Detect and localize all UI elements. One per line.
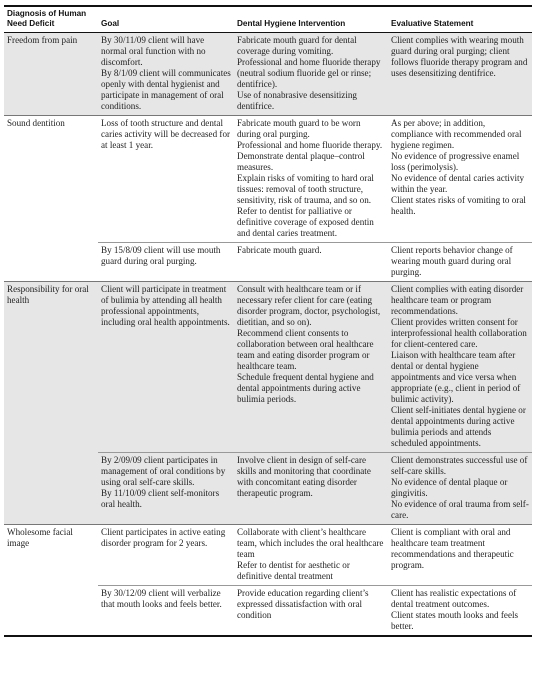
goal-line: By 2/09/09 client participates in management of oral conditions by using oral self-care skills.: [101, 455, 226, 487]
table-row: [4, 116, 532, 243]
table-row: [4, 525, 532, 586]
intervention-line: Fabricate mouth guard to be worn during oral purging.: [237, 118, 361, 139]
intervention-line: Consult with healthcare team or if necessary refer client for care (eating disorder program, doctor, psychologist, dietitian, and so on).: [237, 284, 381, 327]
evaluation-line: Client states mouth looks and feels better.: [391, 610, 519, 631]
goal-cell: [98, 453, 234, 525]
evaluation-line: Client provides written consent for interprofessional health collaboration for client-centered care.: [391, 317, 527, 349]
header-diagnosis: Diagnosis of Human Need Deficit: [7, 9, 87, 28]
diagnosis-cell: Responsibility for oral health: [7, 284, 89, 305]
evaluation-line: Client demonstrates successful use of self-care skills.: [391, 455, 528, 476]
intervention-line: Use of nonabrasive desensitizing dentifrice.: [237, 90, 357, 111]
intervention-line: Fabricate mouth guard for dental coverage during vomiting.: [237, 35, 357, 56]
intervention-cell: [234, 33, 388, 116]
intervention-line: Collaborate with client’s healthcare team, which includes the oral healthcare team: [237, 527, 384, 559]
table-row: [4, 33, 532, 116]
evaluation-line: No evidence of dental plaque or gingivitis.: [391, 477, 508, 498]
goal-line: Client participates in active eating disorder program for 2 years.: [101, 527, 226, 548]
intervention-cell: [234, 453, 388, 525]
intervention-line: Professional and home fluoride therapy.: [237, 140, 383, 150]
goal-cell: [98, 282, 234, 453]
evaluation-line: Client states risks of vomiting to oral health.: [391, 195, 526, 216]
diagnosis-cell: Freedom from pain: [7, 35, 78, 45]
intervention-cell: [234, 525, 388, 586]
intervention-line: Provide education regarding client’s expressed dissatisfaction with oral condition: [237, 588, 369, 620]
goal-cell: [98, 33, 234, 116]
intervention-line: Fabricate mouth guard.: [237, 245, 322, 255]
evaluation-line: Client is compliant with oral and healthcare team treatment recommendations and therapeutic program.: [391, 527, 514, 570]
header-evaluation: Evaluative Statement: [391, 19, 474, 28]
intervention-cell: [234, 243, 388, 282]
evaluation-cell: [388, 33, 532, 116]
evaluation-cell: [388, 282, 532, 453]
intervention-cell: [234, 586, 388, 637]
intervention-cell: [234, 282, 388, 453]
evaluation-line: Client reports behavior change of wearing mouth guard during oral purging.: [391, 245, 513, 277]
evaluation-line: No evidence of oral trauma from self-care.: [391, 499, 529, 520]
diagnosis-cell: Sound dentition: [7, 118, 65, 128]
care-plan-table: [4, 5, 532, 637]
goal-line: By 15/8/09 client will use mouth guard during oral purging.: [101, 245, 221, 266]
evaluation-line: No evidence of dental caries activity within the year.: [391, 173, 525, 194]
goal-line: By 30/12/09 client will verbalize that mouth looks and feels better.: [101, 588, 222, 609]
evaluation-line: As per above; in addition, compliance with recommended oral hygiene regimen.: [391, 118, 522, 150]
table-body: [4, 33, 532, 637]
goal-cell: [98, 525, 234, 586]
evaluation-line: Client complies with eating disorder healthcare team or program recommendations.: [391, 284, 524, 316]
goal-cell: [98, 586, 234, 637]
goal-cell: [98, 243, 234, 282]
goal-line: By 30/11/09 client will have normal oral function with no discomfort.: [101, 35, 206, 67]
evaluation-cell: [388, 453, 532, 525]
evaluation-line: Client complies with wearing mouth guard during oral purging; client follows fluoride therapy program and uses desensitizing dentifrice.: [391, 35, 528, 78]
goal-line: By 11/10/09 client self-monitors oral health.: [101, 488, 220, 509]
evaluation-cell: [388, 525, 532, 586]
evaluation-cell: [388, 116, 532, 243]
header-row: [4, 6, 532, 33]
evaluation-cell: [388, 243, 532, 282]
intervention-line: Refer to dentist for aesthetic or definitive dental treatment: [237, 560, 350, 581]
goal-cell: [98, 116, 234, 243]
intervention-line: Demonstrate dental plaque–control measures.: [237, 151, 365, 172]
evaluation-line: Client has realistic expectations of dental treatment outcomes.: [391, 588, 517, 609]
evaluation-line: No evidence of progressive enamel loss (perimolysis).: [391, 151, 520, 172]
intervention-cell: [234, 116, 388, 243]
header-goal: Goal: [101, 19, 120, 28]
intervention-line: Involve client in design of self-care skills and monitoring that coordinate with concomitant eating disorder therapeutic program.: [237, 455, 371, 498]
intervention-line: Schedule frequent dental hygiene and dental appointments during active bulimia periods.: [237, 372, 374, 404]
goal-line: By 8/1/09 client will communicates openly with dental hygienist and participate in management of oral conditions.: [101, 68, 231, 111]
evaluation-cell: [388, 586, 532, 637]
evaluation-line: Liaison with healthcare team after dental or dental hygiene appointments and vice versa when appropriate (e.g., client in period of bulimic activity).: [391, 350, 521, 404]
table-row: [4, 282, 532, 453]
goal-line: Loss of tooth structure and dental caries activity will be decreased for at least 1 year.: [101, 118, 231, 150]
intervention-line: Explain risks of vomiting to hard oral tissues: removal of tooth structure, sensitivity, risk of trauma, and so on.: [237, 173, 374, 205]
diagnosis-cell: Wholesome facial image: [7, 527, 73, 548]
intervention-line: Recommend client consents to collaboration between oral healthcare team and eating disorder program or healthcare team.: [237, 328, 374, 371]
goal-line: Client will participate in treatment of bulimia by attending all health professional appointments, including oral health appointments.: [101, 284, 230, 327]
evaluation-line: Client self-initiates dental hygiene or dental appointments during active bulimia periods and attends scheduled appointments.: [391, 405, 526, 448]
intervention-line: Professional and home fluoride therapy (neutral sodium fluoride gel or rinse; dentifrice).: [237, 57, 381, 89]
intervention-line: Refer to dentist for palliative or definitive coverage of exposed dentin and dental caries treatment.: [237, 206, 374, 238]
header-intervention: Dental Hygiene Intervention: [237, 19, 346, 28]
